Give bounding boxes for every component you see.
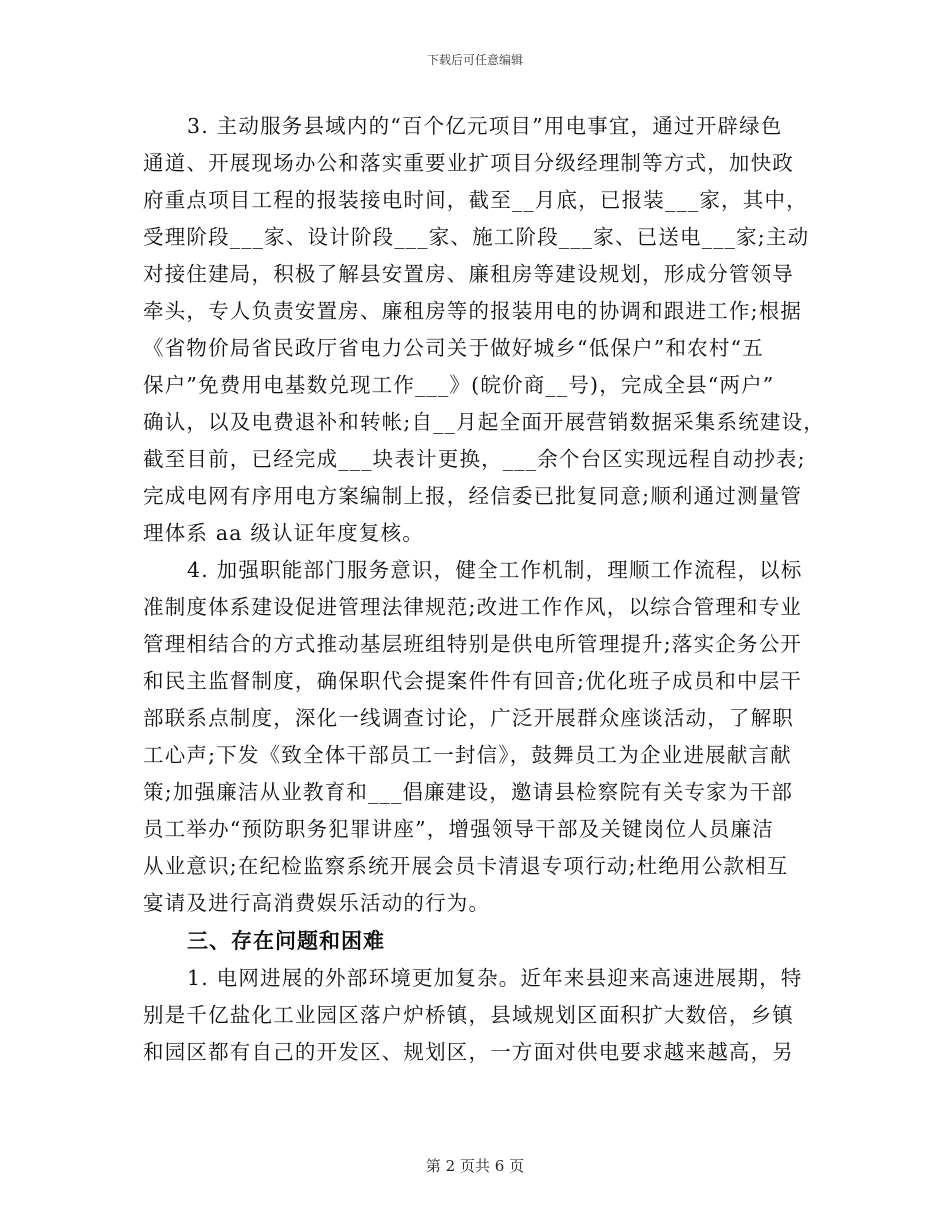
- text-line: 《省物价局省民政厅省电力公司关于做好城乡“低保户”和农村“五: [143, 336, 764, 360]
- text-line: 准制度体系建设促进管理法律规范;改进工作作风，以综合管理和专业: [143, 595, 803, 619]
- text-line: 牵头，专人负责安置房、廉租房等的报装用电的协调和跟进工作;根据: [143, 299, 803, 323]
- page-number: 第 2 页共 6 页: [425, 1157, 525, 1175]
- paragraph-item-3: [143, 108, 826, 552]
- text-line: 管理相结合的方式推动基层班组特别是供电所管理提升;落实企务公开: [143, 632, 803, 656]
- text-line: 完成电网有序用电方案编制上报，经信委已批复同意;顺利通过测量管: [143, 484, 803, 508]
- text-line: 确认，以及电费退补和转帐;自__月起全面开展营销数据采集系统建设，: [143, 410, 826, 434]
- text-line: 受理阶段___家、设计阶段___家、施工阶段___家、已送电___家;主动: [143, 225, 810, 249]
- text-line: 员工举办“预防职务犯罪讲座”，增强领导干部及关键岗位人员廉洁: [143, 817, 774, 841]
- text-line: 对接住建局，积极了解县安置房、廉租房等建设规划，形成分管领导: [143, 262, 794, 286]
- text-line: 宴请及进行高消费娱乐活动的行为。: [143, 891, 491, 915]
- text-line: 1. 电网进展的外部环境更加复杂。近年来县迎来高速进展期，特: [187, 966, 803, 990]
- page-header: 下载后可任意编辑: [426, 53, 523, 67]
- text-line: 工心声;下发《致全体干部员工一封信》，鼓舞员工为企业进展献言献: [143, 743, 792, 767]
- text-line: 4. 加强职能部门服务意识，健全工作机制，理顺工作流程，以标: [187, 558, 803, 582]
- text-line: 理体系 aa 级认证年度复核。: [143, 521, 424, 545]
- text-line: 府重点项目工程的报装接电时间，截至__月底，已报装___家，其中，: [143, 188, 808, 212]
- document-body: [143, 108, 826, 1071]
- text-line: 截至目前，已经完成___块表计更换，___余个台区实现远程自动抄表;: [143, 447, 806, 471]
- text-line: 别是千亿盐化工业园区落户炉桥镇，县域规划区面积扩大数倍，乡镇: [143, 1003, 794, 1027]
- text-line: 从业意识;在纪检监察系统开展会员卡清退专项行动;杜绝用公款相互: [143, 854, 789, 878]
- text-line: 通道、开展现场办公和落实重要业扩项目分级经理制等方式，加快政: [143, 151, 794, 175]
- text-line: 和民主监督制度，确保职代会提案件件有回音;优化班子成员和中层干: [143, 669, 803, 693]
- text-line: 策;加强廉洁从业教育和___倡廉建设，邀请县检察院有关专家为干部: [143, 780, 794, 804]
- text-line: 3. 主动服务县域内的“百个亿元项目”用电事宜，通过开辟绿色: [187, 114, 783, 138]
- text-line: 和园区都有自己的开发区、规划区，一方面对供电要求越来越高，另: [143, 1040, 794, 1064]
- section-heading: 三、存在问题和困难: [187, 929, 385, 953]
- text-line: 部联系点制度，深化一线调查讨论，广泛开展群众座谈活动，了解职: [143, 706, 794, 730]
- paragraph-problem-1: [143, 960, 823, 1071]
- text-line: 保户”免费用电基数兑现工作___》(皖价商__号)，完成全县“两户”: [143, 373, 775, 397]
- paragraph-item-4: [143, 552, 823, 922]
